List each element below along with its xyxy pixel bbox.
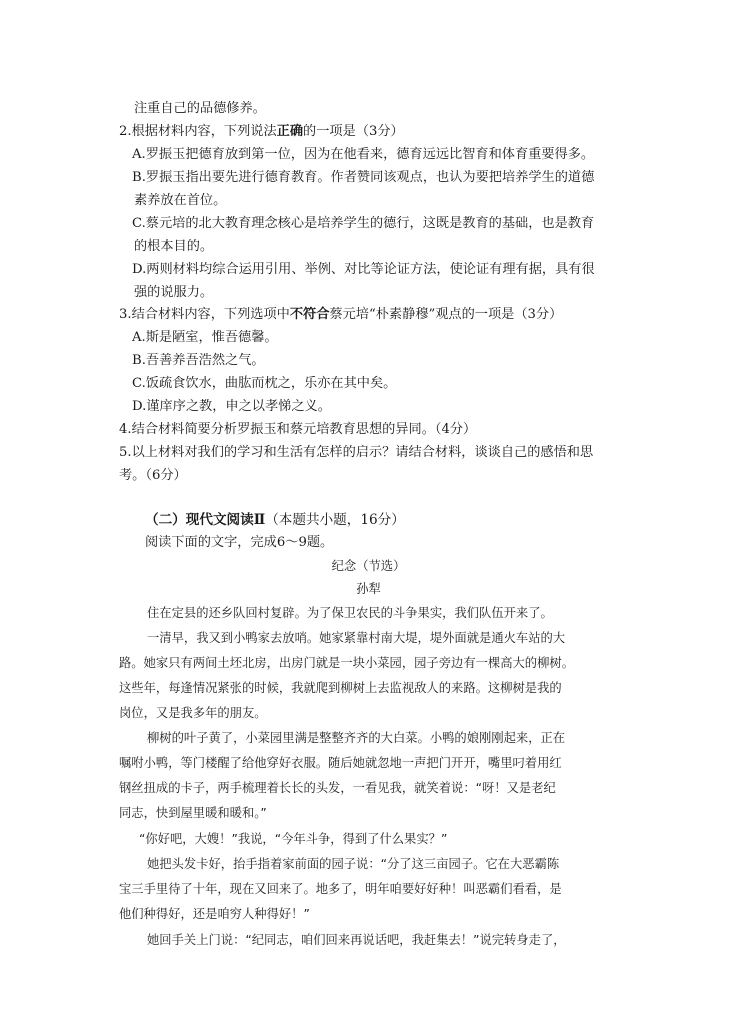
story-p3-line4: 同志，快到屋里暖和暖和。” <box>119 806 267 820</box>
q3-option-c: C.饭疏食饮水，曲肱而枕之，乐亦在其中矣。 <box>132 376 397 391</box>
q3-stem-pre: 3.结合材料内容，下列选项中 <box>119 307 290 322</box>
section-instruction: 阅读下面的文字，完成6～9题。 <box>145 535 334 550</box>
story-p3-line1: 柳树的叶子黄了，小菜园里满是整整齐齐的大白菜。小鸭的娘刚刚起来，正在 <box>147 731 566 745</box>
q3-option-b: B.吾善养吾浩然之气。 <box>132 353 265 368</box>
q2-stem-post: 的一项是（3分） <box>303 124 404 139</box>
story-p5-line1: 她把头发卡好，抬手指着家前面的园子说：“分了这三亩园子。它在大恶霸陈 <box>147 857 560 871</box>
q2-option-a: A.罗振玉把德育放到第一位，因为在他看来，德育远远比智育和体育重要得多。 <box>132 147 595 162</box>
passage-title: 纪念（节选） <box>331 559 406 573</box>
q3-stem-post: 蔡元培“朴素静穆”观点的一项是（3分） <box>329 307 563 322</box>
story-p3-line2: 嘱咐小鸭，等门楼醒了给他穿好衣服。随后她就忽地一声把门开开，嘴里叼着用红 <box>119 756 562 770</box>
q3-stem-bold: 不符合 <box>289 307 330 322</box>
story-paragraph-6: 她回手关上门说：“纪同志，咱们回来再说话吧，我赶集去！”说完转身走了， <box>147 933 566 947</box>
story-p5-line3: 他们种得好，还是咱穷人种得好！” <box>119 907 310 921</box>
q2-stem-bold: 正确 <box>276 124 304 139</box>
story-p3-line3: 钢丝扭成的卡子，两手梳理着长长的头发，一看见我，就笑着说：“呀！又是老纪 <box>119 781 556 795</box>
q3-option-a: A.斯是陋室，惟吾德馨。 <box>132 330 278 345</box>
story-p2-line4: 岗位，又是我多年的朋友。 <box>119 706 267 720</box>
story-p2-line3: 这些年，每逢情况紧张的时候，我就爬到柳树上去监视敌人的来路。这柳树是我的 <box>119 681 562 695</box>
q2-option-d-line1: D.两则材料均综合运用引用、举例、对比等论证方法，使论证有理有据，具有很 <box>132 262 595 277</box>
story-p2-line1: 一清早，我又到小鸭家去放哨。她家紧靠村南大堤，堤外面就是通火车站的大 <box>147 631 566 645</box>
question-5-line1: 5.以上材料对我们的学习和生活有怎样的启示？请结合材料，谈谈自己的感悟和思 <box>119 445 594 460</box>
section-heading <box>145 511 405 529</box>
q2-option-d-line2: 强的说服力。 <box>134 285 214 300</box>
q2-option-b-line1: B.罗振玉指出要先进行德育教育。作者赞同该观点，也认为要把培养学生的道德 <box>132 170 595 185</box>
section-heading-rest: （本题共小题，16分） <box>265 512 405 528</box>
q2-stem-pre: 2.根据材料内容，下列说法 <box>119 124 277 139</box>
story-p2-line2: 路。她家只有两间土坯北房，出房门就是一块小菜园，园子旁边有一棵高大的柳树。 <box>119 656 574 670</box>
story-paragraph-4: “你好吧，大嫂！”我说，“今年斗争，得到了什么果实？” <box>139 832 448 846</box>
passage-author: 孙犁 <box>356 582 381 596</box>
question-3-stem <box>119 306 562 324</box>
q3-option-d: D.谨庠序之教，申之以孝悌之义。 <box>132 399 331 414</box>
story-p5-line2: 宝三手里待了十年，现在又回来了。地多了，明年咱要好好种！叫恶霸们看看，是 <box>119 882 562 896</box>
question-2-stem <box>119 123 404 141</box>
question-4: 4.结合材料简要分析罗振玉和蔡元培教育思想的异同。（4分） <box>119 422 477 437</box>
q2-option-c-line1: C.蔡元培的北大教育理念核心是培养学生的德行，这既是教育的基础，也是教育 <box>132 216 595 231</box>
q2-option-c-line2: 的根本目的。 <box>134 239 214 254</box>
story-paragraph-1: 住在定县的还乡队回村复辟。为了保卫农民的斗争果实，我们队伍开来了。 <box>147 606 553 620</box>
question-5-line2: 考。（6分） <box>119 468 187 483</box>
q2-option-b-line2: 素养放在首位。 <box>134 193 227 208</box>
q1-continuation: 注重自己的品德修养。 <box>134 101 266 116</box>
section-heading-bold: （二）现代文阅读Ⅱ <box>145 512 266 528</box>
